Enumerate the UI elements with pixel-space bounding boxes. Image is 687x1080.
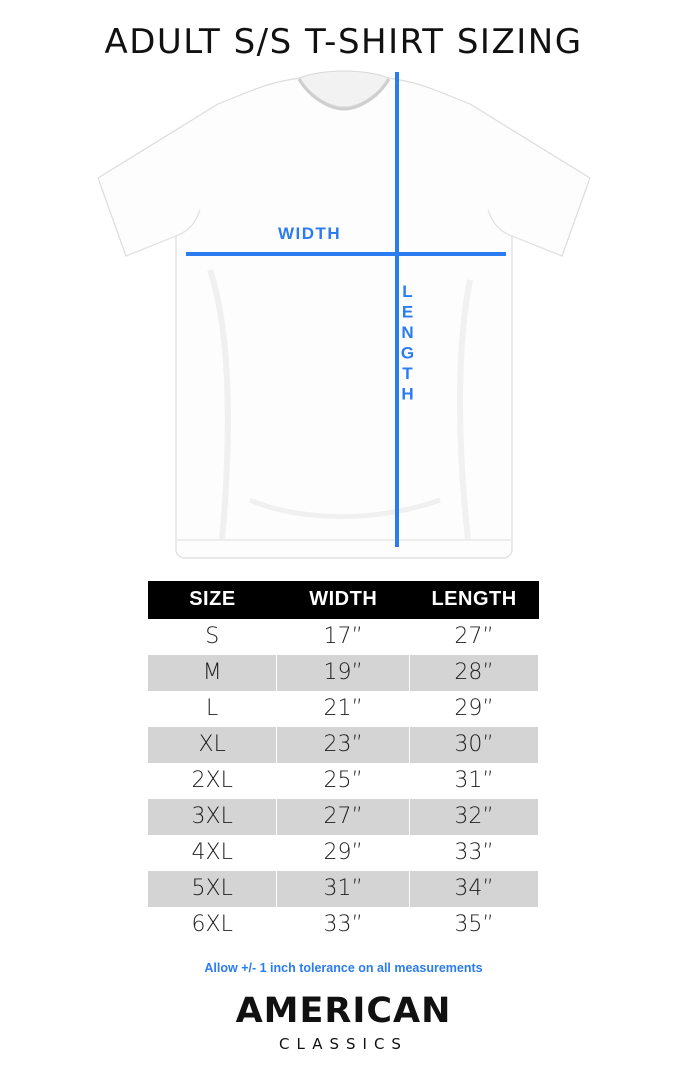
table-row — [148, 691, 539, 727]
cell-length: 30” — [410, 727, 539, 763]
size-table-container — [148, 581, 539, 943]
cell-width: 33” — [277, 907, 410, 943]
cell-width: 29” — [277, 835, 410, 871]
size-table — [148, 581, 539, 943]
cell-width: 21” — [277, 691, 410, 727]
cell-size: 5XL — [148, 871, 277, 907]
brand-tagline: CLASSICS — [279, 1035, 408, 1053]
length-label: LENGTH — [398, 282, 417, 405]
cell-size: S — [148, 619, 277, 655]
cell-length: 34” — [410, 871, 539, 907]
cell-length: 35” — [410, 907, 539, 943]
brand-footer — [0, 991, 687, 1053]
table-row — [148, 907, 539, 943]
cell-size: 4XL — [148, 835, 277, 871]
cell-length: 29” — [410, 691, 539, 727]
cell-size: XL — [148, 727, 277, 763]
width-measure-line — [186, 252, 506, 256]
width-label: WIDTH — [278, 224, 342, 243]
cell-width: 19” — [277, 655, 410, 691]
cell-length: 33” — [410, 835, 539, 871]
cell-size: 6XL — [148, 907, 277, 943]
tshirt-diagram — [0, 70, 687, 570]
cell-width: 25” — [277, 763, 410, 799]
cell-size: 2XL — [148, 763, 277, 799]
table-row — [148, 835, 539, 871]
column-header-length: LENGTH — [410, 581, 539, 619]
cell-size: M — [148, 655, 277, 691]
cell-width: 17” — [277, 619, 410, 655]
cell-width: 27” — [277, 799, 410, 835]
table-row — [148, 871, 539, 907]
column-header-width: WIDTH — [277, 581, 410, 619]
page-title: ADULT S/S T-SHIRT SIZING — [104, 22, 583, 62]
cell-length: 28” — [410, 655, 539, 691]
table-row — [148, 799, 539, 835]
table-row — [148, 655, 539, 691]
cell-width: 23” — [277, 727, 410, 763]
cell-width: 31” — [277, 871, 410, 907]
brand-name: AMERICAN — [235, 991, 452, 1031]
tshirt-illustration — [0, 70, 687, 570]
cell-size: L — [148, 691, 277, 727]
cell-length: 27” — [410, 619, 539, 655]
cell-length: 31” — [410, 763, 539, 799]
cell-size: 3XL — [148, 799, 277, 835]
table-row — [148, 619, 539, 655]
table-row — [148, 763, 539, 799]
table-row — [148, 727, 539, 763]
tolerance-note: Allow +/- 1 inch tolerance on all measurements — [204, 961, 483, 975]
column-header-size: SIZE — [148, 581, 277, 619]
table-header-row — [148, 581, 539, 619]
cell-length: 32” — [410, 799, 539, 835]
